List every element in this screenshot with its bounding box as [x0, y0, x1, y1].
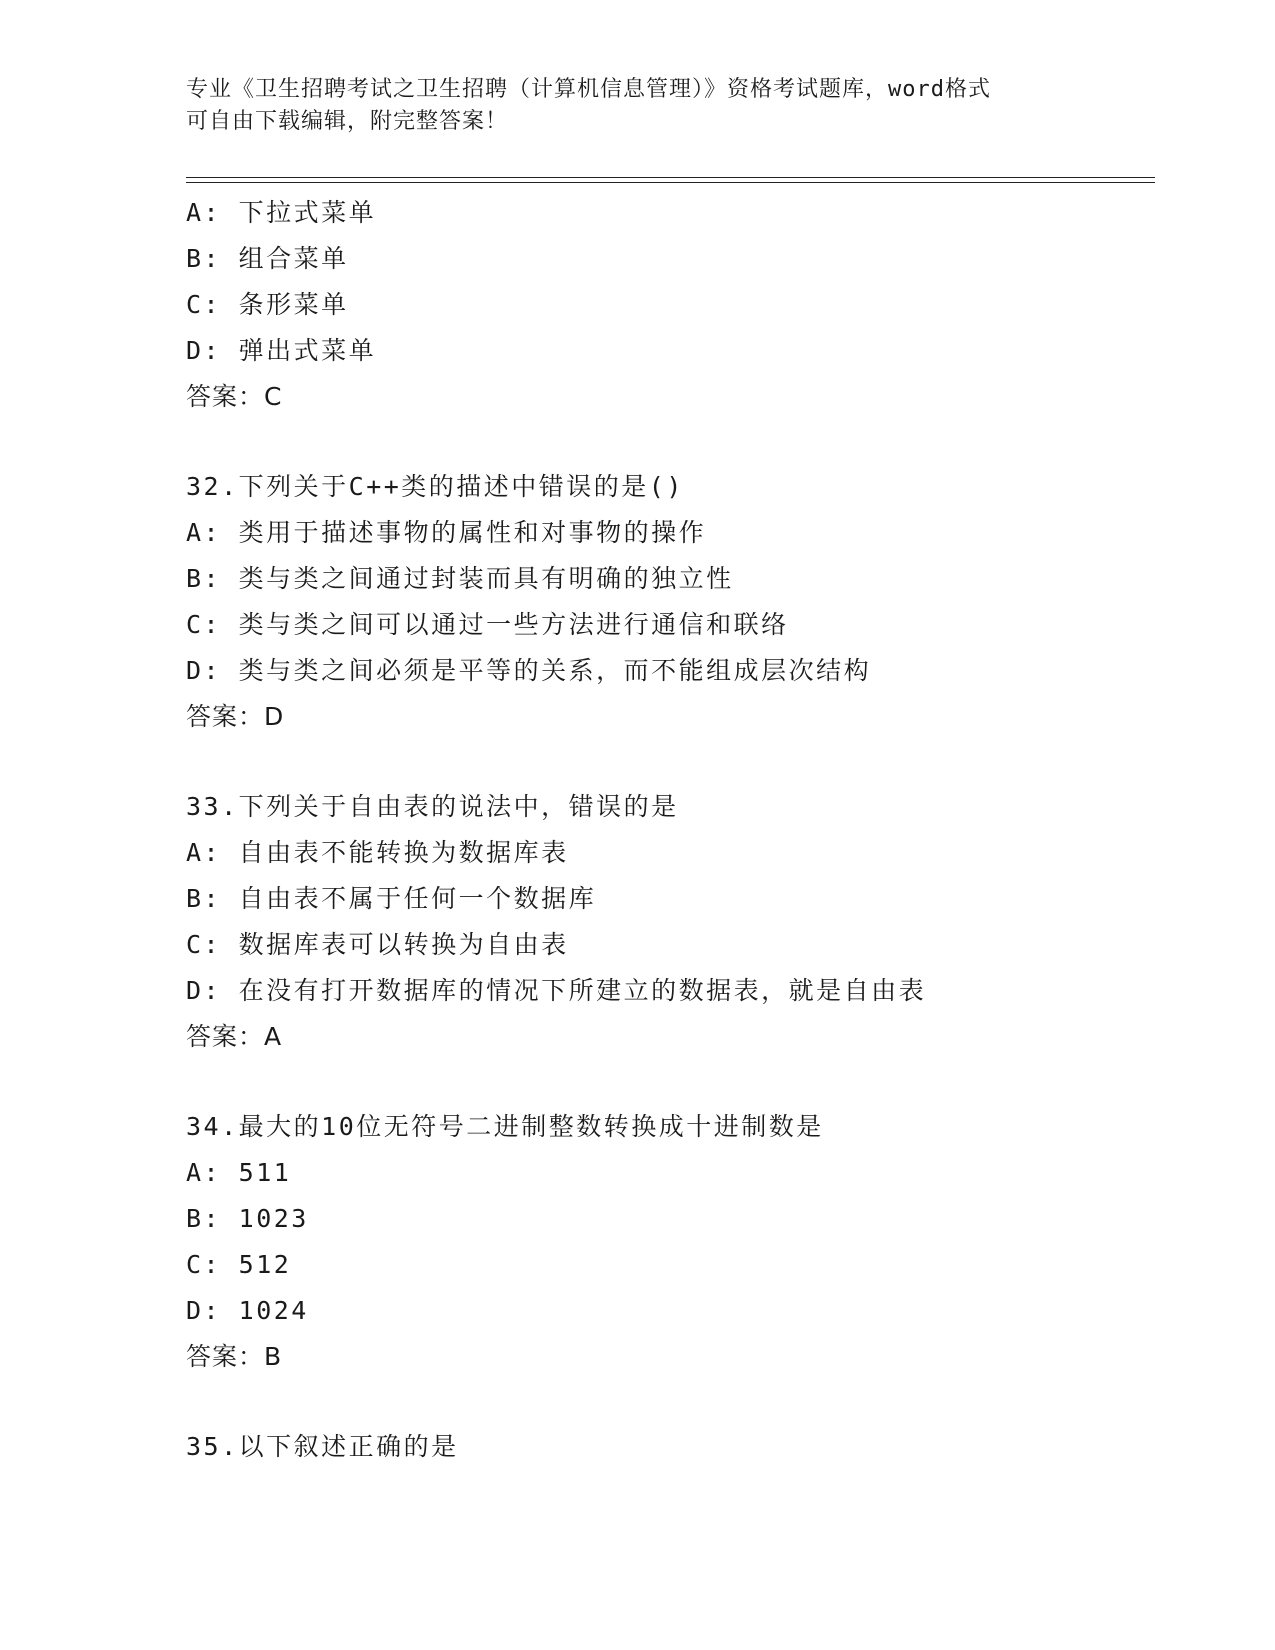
answer-label: 答案：D — [186, 702, 285, 731]
question-stem: 35.以下叙述正确的是 — [186, 1432, 459, 1461]
option-c: C: 类与类之间可以通过一些方法进行通信和联络 — [186, 610, 789, 639]
question-block-32 — [186, 464, 1166, 740]
question-block-34 — [186, 1104, 1166, 1380]
option-b: B: 类与类之间通过封装而具有明确的独立性 — [186, 564, 734, 593]
header-line-1: 专业《卫生招聘考试之卫生招聘（计算机信息管理）》资格考试题库，word格式 — [186, 77, 991, 102]
spacer — [186, 420, 1166, 464]
answer-label: 答案：C — [186, 382, 283, 411]
question-stem: 33.下列关于自由表的说法中，错误的是 — [186, 792, 679, 821]
header-divider-bottom — [186, 182, 1155, 183]
option-d: D: 弹出式菜单 — [186, 336, 377, 365]
spacer — [186, 1380, 1166, 1424]
question-block-35 — [186, 1424, 1166, 1470]
option-d: D: 1024 — [186, 1296, 309, 1325]
header-line-2: 可自由下载编辑，附完整答案！ — [186, 109, 509, 134]
spacer — [186, 740, 1166, 784]
option-b: B: 自由表不属于任何一个数据库 — [186, 884, 597, 913]
option-c: C: 条形菜单 — [186, 290, 349, 319]
option-c: C: 512 — [186, 1250, 292, 1279]
question-block-31 — [186, 190, 1166, 420]
question-stem: 34.最大的10位无符号二进制整数转换成十进制数是 — [186, 1112, 824, 1141]
spacer — [186, 1060, 1166, 1104]
header-divider-top — [186, 177, 1155, 178]
option-c: C: 数据库表可以转换为自由表 — [186, 930, 569, 959]
answer-label: 答案：A — [186, 1022, 283, 1051]
document-header — [186, 74, 1086, 138]
answer-label: 答案：B — [186, 1342, 283, 1371]
question-stem: 32.下列关于C++类的描述中错误的是() — [186, 472, 684, 501]
option-b: B: 组合菜单 — [186, 244, 349, 273]
question-list — [186, 190, 1166, 1470]
question-block-33 — [186, 784, 1166, 1060]
option-d: D: 类与类之间必须是平等的关系，而不能组成层次结构 — [186, 656, 872, 685]
option-a: A: 自由表不能转换为数据库表 — [186, 838, 569, 867]
option-b: B: 1023 — [186, 1204, 309, 1233]
option-a: A: 511 — [186, 1158, 292, 1187]
option-a: A: 下拉式菜单 — [186, 198, 377, 227]
option-d: D: 在没有打开数据库的情况下所建立的数据表，就是自由表 — [186, 976, 927, 1005]
option-a: A: 类用于描述事物的属性和对事物的操作 — [186, 518, 707, 547]
